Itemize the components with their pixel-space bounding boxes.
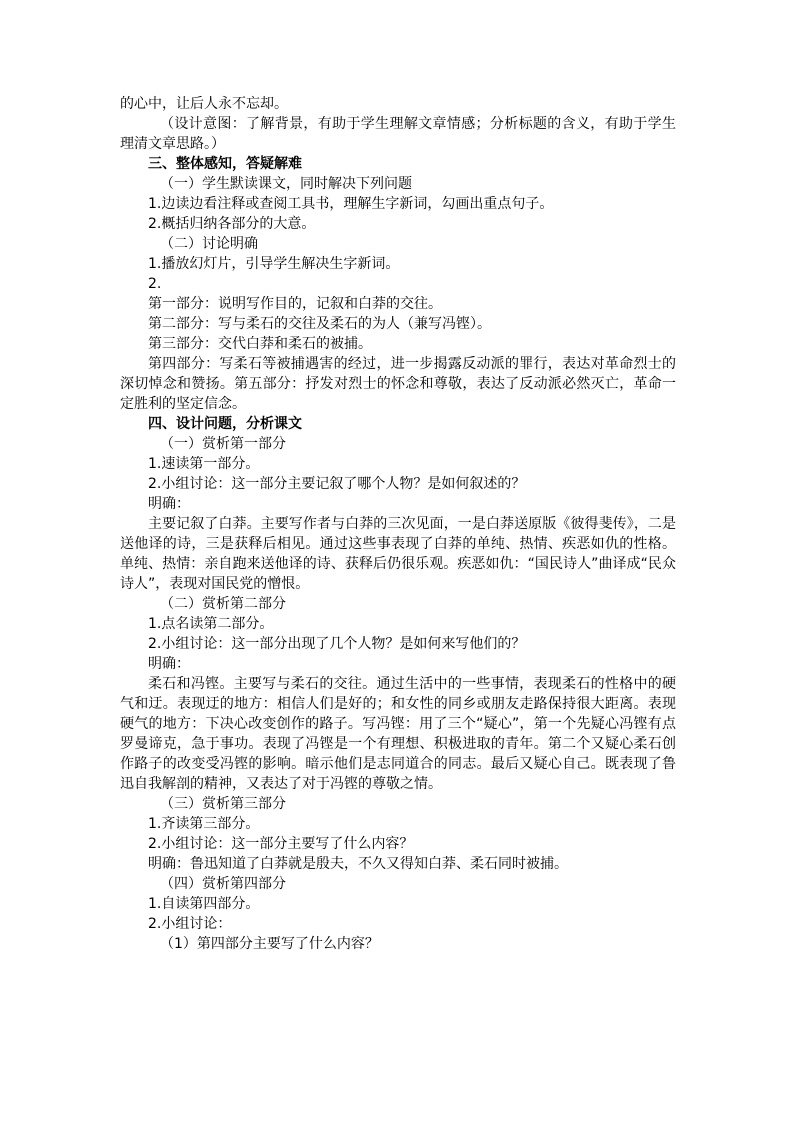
list-item: 2.概括归纳各部分的大意。 (148, 216, 316, 232)
list-item: 1.边读边看注释或查阅工具书，理解生字新词，勾画出重点句子。 (148, 196, 554, 212)
part-summary: 第三部分：交代白莽和柔石的被捕。 (148, 336, 372, 352)
design-intent-note: （设计意图：了解背景，有助于学生理解文章情感；分析标题的含义，有助于学生理清文章思路。） (120, 116, 676, 152)
subheading: （二）讨论明确 (160, 236, 258, 252)
section-heading-3: 三、整体感知，答疑解难 (148, 156, 302, 172)
part-summary: 第二部分：写与柔石的交往及柔石的为人（兼写冯铿）。 (148, 316, 491, 332)
answer-paragraph: 主要记叙了白莽。主要写作者与白莽的三次见面，一是白莽送原版《彼得斐传》，二是送他译的诗，三是获释后相见。通过这些事表现了白莽的单纯、热情、疾恶如仇的性格。单纯、热情：亲自跑来送他译的诗、获释后仍很乐观。疾恶如仇：“国民诗人”曲译成“民众诗人”，表现对国民党的憎恨。 (120, 516, 676, 592)
list-item: 2. (148, 276, 162, 292)
document-page (120, 94, 676, 954)
subheading: （二）赏析第二部分 (160, 596, 286, 612)
subheading: （一）赏析第一部分 (160, 436, 286, 452)
list-item: （1）第四部分主要写了什么内容？ (160, 936, 379, 952)
list-item: 1.速读第一部分。 (148, 456, 260, 472)
subheading: （一）学生默读课文，同时解决下列问题 (160, 176, 412, 192)
list-item: 2.小组讨论： (148, 916, 232, 932)
paragraph-continuation: 的心中，让后人永不忘却。 (120, 96, 288, 112)
list-item: 1.点名读第二部分。 (148, 616, 274, 632)
answer-label: 明确： (148, 656, 190, 672)
list-item: 1.播放幻灯片，引导学生解决生字新词。 (148, 256, 400, 272)
section-heading-4: 四、设计问题，分析课文 (148, 416, 302, 432)
answer-paragraph: 柔石和冯铿。主要写与柔石的交往。通过生活中的一些事情，表现柔石的性格中的硬气和迂。表现迂的地方：相信人们是好的；和女性的同乡或朋友走路保持很大距离。表现硬气的地方：下决心改变创作的路子。写冯铿：用了三个“疑心”，第一个先疑心冯铿有点罗曼谛克，急于事功。表现了冯铿是一个有理想、积极进取的青年。第二个又疑心柔石创作路子的改变受冯铿的影响。暗示他们是志同道合的同志。最后又疑心自己。既表现了鲁迅自我解剖的精神，又表达了对于冯铿的尊敬之情。 (120, 676, 676, 792)
list-item: 1.齐读第三部分。 (148, 816, 260, 832)
list-item: 2.小组讨论：这一部分主要记叙了哪个人物？是如何叙述的？ (148, 476, 526, 492)
subheading: （三）赏析第三部分 (160, 796, 286, 812)
subheading: （四）赏析第四部分 (160, 876, 286, 892)
answer-label: 明确： (148, 496, 190, 512)
answer-paragraph: 明确：鲁迅知道了白莽就是殷夫，不久又得知白莽、柔石同时被捕。 (148, 856, 568, 872)
list-item: 2.小组讨论：这一部分主要写了什么内容？ (148, 836, 414, 852)
part-summary: 第一部分：说明写作目的，记叙和白莽的交往。 (148, 296, 442, 312)
part-summary: 第四部分：写柔石等被捕遇害的经过，进一步揭露反动派的罪行，表达对革命烈士的深切悼念和赞扬。第五部分：抒发对烈士的怀念和尊敬，表达了反动派必然灭亡，革命一定胜利的坚定信念。 (120, 356, 676, 412)
list-item: 1.自读第四部分。 (148, 896, 260, 912)
list-item: 2.小组讨论：这一部分出现了几个人物？是如何来写他们的？ (148, 636, 526, 652)
